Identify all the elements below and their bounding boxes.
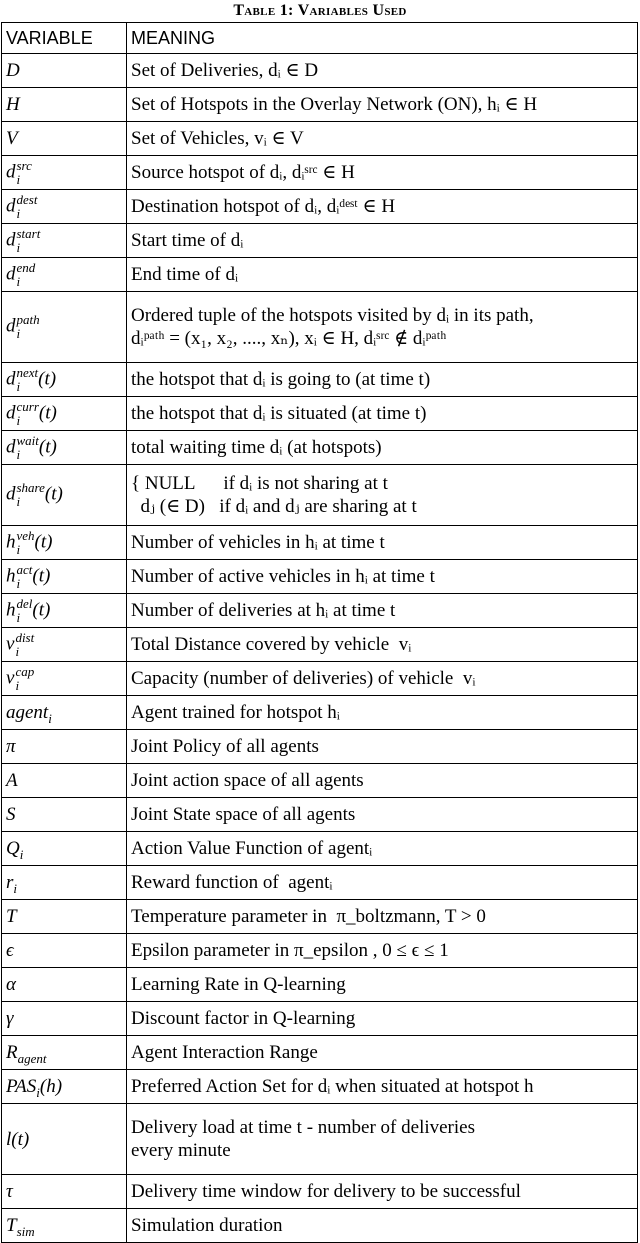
variable-cell <box>2 1070 127 1104</box>
variable-cell <box>2 465 127 526</box>
table-row <box>2 1002 638 1036</box>
variable-symbol: d <box>6 160 16 182</box>
variable-cell <box>2 363 127 397</box>
meaning-text: Destination hotspot of dᵢ, dᵢᵈᵉˢᵗ ∈ H <box>131 196 396 217</box>
variable-subscript: i <box>16 273 21 289</box>
meaning-text: total waiting time dᵢ (at hotspots) <box>131 437 382 458</box>
variable-symbol: T <box>6 906 17 927</box>
variable-subscript: i <box>48 711 52 726</box>
variable-cell <box>2 560 127 594</box>
meaning-cell <box>127 363 638 397</box>
meaning-text: Reward function of agentᵢ <box>131 872 333 893</box>
table-row <box>2 594 638 628</box>
meaning-text: End time of dᵢ <box>131 264 239 285</box>
meaning-cell <box>127 832 638 866</box>
table-header-row <box>2 23 638 54</box>
meaning-text: Delivery load at time t - number of deliveries <box>131 1117 475 1138</box>
variable-cell <box>2 122 127 156</box>
variable-cell <box>2 1104 127 1175</box>
variable-cell <box>2 832 127 866</box>
variable-subscript: i <box>16 171 21 187</box>
variable-cell <box>2 1036 127 1070</box>
meaning-text: Agent trained for hotspot hᵢ <box>131 702 340 723</box>
meaning-text: { NULL if dᵢ is not sharing at t <box>131 473 388 494</box>
variable-cell <box>2 1002 127 1036</box>
table-row <box>2 431 638 465</box>
table-row <box>2 1175 638 1209</box>
variable-subscript: i <box>16 494 21 509</box>
table-row <box>2 968 638 1002</box>
table-row <box>2 1209 638 1243</box>
meaning-text: Learning Rate in Q-learning <box>131 974 346 995</box>
meaning-cell <box>127 190 638 224</box>
variable-subscript: i <box>16 378 21 394</box>
meaning-cell <box>127 798 638 832</box>
variable-symbol: agent <box>6 702 49 723</box>
variable-argument: (t) <box>38 367 57 389</box>
variable-subscript: i <box>16 541 21 557</box>
variable-cell <box>2 88 127 122</box>
variable-argument: (t) <box>34 530 53 552</box>
variables-table <box>1 22 638 1243</box>
variable-superscript: veh <box>16 527 35 543</box>
variable-symbol: α <box>6 974 16 995</box>
table-row <box>2 798 638 832</box>
meaning-text: Source hotspot of dᵢ, dᵢˢʳᶜ ∈ H <box>131 162 355 183</box>
table-row <box>2 628 638 662</box>
variable-cell <box>2 1209 127 1243</box>
variable-cell <box>2 764 127 798</box>
meaning-text: Number of vehicles in hᵢ at time t <box>131 532 385 553</box>
meaning-text: Number of deliveries at hᵢ at time t <box>131 600 396 621</box>
meaning-cell <box>127 88 638 122</box>
variable-superscript: start <box>16 225 41 241</box>
variable-cell <box>2 934 127 968</box>
variable-subscript: i <box>13 881 18 896</box>
meaning-cell <box>127 431 638 465</box>
meaning-cell <box>127 1209 638 1243</box>
variable-cell <box>2 594 127 628</box>
variable-superscript: dist <box>15 629 35 645</box>
table-row <box>2 934 638 968</box>
header-variable: VARIABLE <box>2 23 127 54</box>
variable-cell <box>2 798 127 832</box>
variable-argument: (t) <box>11 1128 30 1150</box>
variable-cell <box>2 54 127 88</box>
meaning-text-line2: dᵢᵖᵃᵗʰ = (x₁, x₂, ...., xₙ), xᵢ ∈ H, dᵢˢʳᶜ ∉ dᵢᵖᵃᵗʰ <box>131 328 447 349</box>
variable-symbol: D <box>6 60 20 81</box>
variable-symbol: Q <box>6 838 20 859</box>
variable-superscript: next <box>16 364 39 380</box>
meaning-text: Set of Deliveries, dᵢ ∈ D <box>131 60 319 81</box>
variable-argument: (h) <box>39 1076 63 1097</box>
meaning-text: Number of active vehicles in hᵢ at time t <box>131 566 435 587</box>
variable-superscript: src <box>16 157 32 173</box>
meaning-cell <box>127 628 638 662</box>
table-row <box>2 1104 638 1175</box>
variable-symbol: V <box>6 128 18 149</box>
meaning-cell <box>127 224 638 258</box>
meaning-text: Ordered tuple of the hotspots visited by dᵢ in its path, <box>131 305 534 326</box>
variable-argument: (t) <box>38 435 57 457</box>
variable-symbol: H <box>6 94 20 115</box>
table-row <box>2 662 638 696</box>
meaning-cell <box>127 292 638 363</box>
variable-cell <box>2 900 127 934</box>
variable-symbol: v <box>6 632 15 654</box>
variable-symbol: A <box>6 770 18 791</box>
variable-superscript: del <box>16 595 33 611</box>
variable-symbol: v <box>6 666 15 688</box>
meaning-cell <box>127 1002 638 1036</box>
meaning-text: Joint action space of all agents <box>131 770 364 791</box>
variable-symbol: d <box>6 194 16 216</box>
variable-symbol: γ <box>6 1008 14 1029</box>
variable-cell <box>2 696 127 730</box>
variable-symbol: R <box>6 1042 18 1063</box>
variable-cell <box>2 662 127 696</box>
variable-subscript: i <box>16 205 21 221</box>
meaning-text: Joint Policy of all agents <box>131 736 319 757</box>
table-row <box>2 1036 638 1070</box>
variable-symbol: h <box>6 598 16 620</box>
variable-superscript: path <box>16 312 40 327</box>
variable-superscript: cap <box>15 663 35 679</box>
meaning-cell <box>127 1070 638 1104</box>
table-row <box>2 224 638 258</box>
header-meaning: MEANING <box>127 23 638 54</box>
meaning-cell <box>127 900 638 934</box>
variable-cell <box>2 156 127 190</box>
variable-subscript: i <box>16 239 21 255</box>
variable-cell <box>2 628 127 662</box>
meaning-text: Joint State space of all agents <box>131 804 356 825</box>
variable-symbol: ϵ <box>6 940 14 961</box>
meaning-cell <box>127 934 638 968</box>
variable-cell <box>2 730 127 764</box>
variable-superscript: dest <box>16 191 38 207</box>
meaning-text-line2: every minute <box>131 1140 231 1161</box>
variable-cell <box>2 190 127 224</box>
variable-subscript: i <box>16 446 21 462</box>
meaning-cell <box>127 662 638 696</box>
table-row <box>2 1070 638 1104</box>
variable-symbol: π <box>6 736 16 757</box>
variable-argument: (t) <box>44 483 63 505</box>
table-row <box>2 832 638 866</box>
table-row <box>2 900 638 934</box>
variable-symbol: d <box>6 483 16 505</box>
variable-symbol: d <box>6 315 16 337</box>
variable-symbol: d <box>6 228 16 250</box>
meaning-cell <box>127 730 638 764</box>
meaning-cell <box>127 696 638 730</box>
meaning-cell <box>127 1036 638 1070</box>
variable-argument: (t) <box>32 564 51 586</box>
meaning-text: Total Distance covered by vehicle vᵢ <box>131 634 412 655</box>
variable-cell <box>2 431 127 465</box>
meaning-cell <box>127 866 638 900</box>
variable-cell <box>2 866 127 900</box>
table-row <box>2 258 638 292</box>
variable-symbol: h <box>6 564 16 586</box>
variable-subscript: i <box>19 847 24 862</box>
meaning-text: the hotspot that dᵢ is going to (at time t) <box>131 369 431 390</box>
table-row <box>2 156 638 190</box>
meaning-text-line2: dⱼ (∈ D) if dᵢ and dⱼ are sharing at t <box>131 496 417 517</box>
table-caption: Table 1: Variables Used <box>233 2 407 19</box>
variable-argument: (t) <box>38 401 57 423</box>
variable-symbol: r <box>6 872 14 893</box>
variable-superscript: act <box>16 561 33 577</box>
meaning-text: Start time of dᵢ <box>131 230 244 251</box>
variable-subscript: i <box>16 326 21 341</box>
variable-subscript: sim <box>16 1224 35 1239</box>
table-row <box>2 696 638 730</box>
table-row <box>2 190 638 224</box>
meaning-cell <box>127 764 638 798</box>
meaning-cell <box>127 526 638 560</box>
meaning-cell <box>127 397 638 431</box>
meaning-text: Set of Vehicles, vᵢ ∈ V <box>131 128 304 149</box>
meaning-text: the hotspot that dᵢ is situated (at time t) <box>131 403 427 424</box>
variable-superscript: share <box>16 480 45 495</box>
variable-argument: (t) <box>32 598 51 620</box>
variable-subscript: i <box>16 412 21 428</box>
variable-symbol: d <box>6 262 16 284</box>
table-row <box>2 526 638 560</box>
variable-subscript: i <box>15 677 20 693</box>
variable-subscript: i <box>16 609 21 625</box>
meaning-cell <box>127 122 638 156</box>
variable-superscript: wait <box>16 432 39 448</box>
meaning-text: Temperature parameter in π_boltzmann, T > 0 <box>131 906 486 927</box>
meaning-cell <box>127 1104 638 1175</box>
meaning-cell <box>127 156 638 190</box>
meaning-text: Preferred Action Set for dᵢ when situated at hotspot h <box>131 1076 534 1097</box>
table-row <box>2 292 638 363</box>
meaning-cell <box>127 968 638 1002</box>
variable-subscript: i <box>36 1085 40 1100</box>
meaning-text: Set of Hotspots in the Overlay Network (ON), hᵢ ∈ H <box>131 94 538 115</box>
table-row <box>2 764 638 798</box>
variable-symbol: d <box>6 367 16 389</box>
meaning-text: Capacity (number of deliveries) of vehicle vᵢ <box>131 668 476 689</box>
table-row <box>2 363 638 397</box>
variable-cell <box>2 1175 127 1209</box>
table-row <box>2 560 638 594</box>
meaning-cell <box>127 54 638 88</box>
variable-symbol: τ <box>6 1181 13 1202</box>
variable-symbol: d <box>6 435 16 457</box>
table-row <box>2 465 638 526</box>
variable-cell <box>2 292 127 363</box>
variable-subscript: i <box>16 575 21 591</box>
meaning-text: Epsilon parameter in π_epsilon , 0 ≤ ϵ ≤ 1 <box>131 940 449 961</box>
table-row <box>2 54 638 88</box>
table-row <box>2 122 638 156</box>
variable-cell <box>2 397 127 431</box>
variable-subscript: agent <box>17 1051 47 1066</box>
meaning-text: Discount factor in Q-learning <box>131 1008 356 1029</box>
meaning-cell <box>127 258 638 292</box>
variable-cell <box>2 258 127 292</box>
variable-symbol: T <box>6 1215 17 1236</box>
variable-cell <box>2 224 127 258</box>
meaning-text: Simulation duration <box>131 1215 283 1236</box>
meaning-cell <box>127 465 638 526</box>
variable-cell <box>2 968 127 1002</box>
variable-symbol: PAS <box>6 1076 37 1097</box>
meaning-cell <box>127 1175 638 1209</box>
table-row <box>2 88 638 122</box>
meaning-cell <box>127 560 638 594</box>
meaning-text: Delivery time window for delivery to be successful <box>131 1181 521 1202</box>
variable-symbol: d <box>6 401 16 423</box>
variable-symbol: h <box>6 530 16 552</box>
meaning-cell <box>127 594 638 628</box>
meaning-text: Action Value Function of agentᵢ <box>131 838 373 859</box>
variable-superscript: end <box>16 259 36 275</box>
table-row <box>2 866 638 900</box>
variable-symbol: l <box>6 1128 12 1150</box>
meaning-text: Agent Interaction Range <box>131 1042 318 1063</box>
variable-subscript: i <box>15 643 20 659</box>
table-row <box>2 730 638 764</box>
table-row <box>2 397 638 431</box>
variable-cell <box>2 526 127 560</box>
variable-superscript: curr <box>16 398 39 414</box>
variable-symbol: S <box>6 804 16 825</box>
